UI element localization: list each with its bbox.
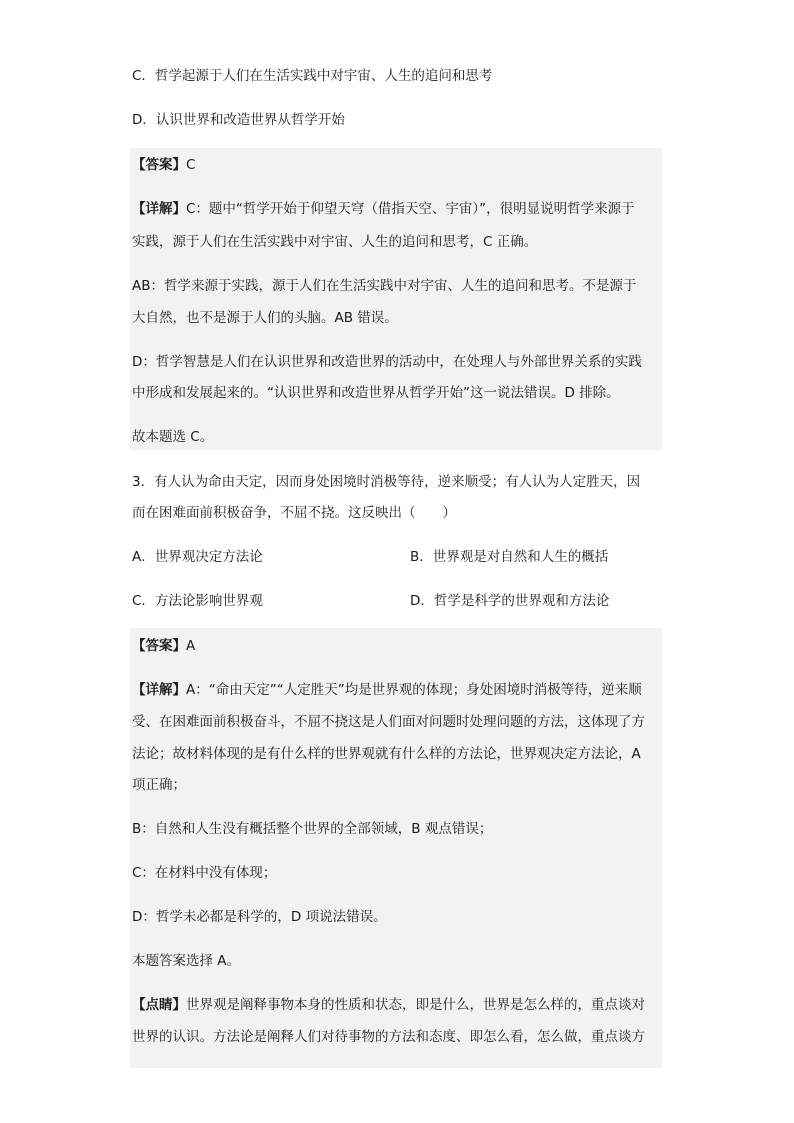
tip-label: 【点睛】 — [132, 997, 186, 1013]
q3-detail-line: C：在材料中没有体现； — [132, 865, 277, 881]
q2-explanation-block — [130, 148, 662, 450]
q2-option-d: D．认识世界和改造世界从哲学开始 — [132, 112, 345, 128]
q2-detail-line: 实践，源于人们在生活实践中对宇宙、人生的追问和思考，C 正确。 — [132, 234, 538, 250]
q3-tip-line: 【点睛】世界观是阐释事物本身的性质和状态，即是什么，世界是怎么样的，重点谈对 — [132, 997, 645, 1013]
q2-detail-line: AB：哲学来源于实践，源于人们在生活实践中对宇宙、人生的追问和思考。不是源于 — [132, 278, 637, 294]
q3-detail-line: D：哲学未必都是科学的，D 项说法错误。 — [132, 909, 387, 925]
q2-detail-line: 故本题选 C。 — [132, 429, 214, 445]
answer-label: 【答案】 — [132, 638, 186, 654]
q3-option-b: B．世界观是对自然和人生的概括 — [410, 549, 609, 565]
q3-option-a: A．世界观决定方法论 — [132, 549, 263, 565]
detail-label: 【详解】 — [132, 682, 186, 698]
q2-detail-line: 【详解】C：题中“哲学开始于仰望天穹（借指天空、宇宙）”，很明显说明哲学来源于 — [132, 201, 635, 217]
q3-stem-line: 3．有人认为命由天定，因而身处困境时消极等待，逆来顺受；有人认为人定胜天，因 — [132, 474, 641, 490]
q3-detail-line: B：自然和人生没有概括整个世界的全部领域，B 观点错误； — [132, 821, 493, 837]
answer-value: A — [186, 638, 196, 654]
answer-value: C — [186, 157, 196, 173]
q3-detail-line: 受、在困难面前积极奋斗，不屈不挠这是人们面对问题时处理问题的方法，这体现了方 — [132, 714, 645, 730]
q3-detail-line: 【详解】A：“命由天定”“人定胜天”均是世界观的体现；身处困境时消极等待，逆来顺 — [132, 682, 642, 698]
q3-option-d: D．哲学是科学的世界观和方法论 — [410, 593, 610, 609]
q3-detail-line: 项正确； — [132, 777, 186, 793]
q2-detail-line: 大自然，也不是源于人们的头脑。AB 错误。 — [132, 310, 398, 326]
answer-label: 【答案】 — [132, 157, 186, 173]
q3-detail-line: 本题答案选择 A。 — [132, 953, 241, 969]
q2-detail-line: 中形成和发展起来的。“认识世界和改造世界从哲学开始”这一说法错误。D 排除。 — [132, 385, 620, 401]
q3-tip-line: 世界的认识。方法论是阐释人们对待事物的方法和态度、即怎么看，怎么做，重点谈方 — [132, 1029, 645, 1045]
detail-label: 【详解】 — [132, 201, 186, 217]
q2-detail-line: D：哲学智慧是人们在认识世界和改造世界的活动中，在处理人与外部世界关系的实践 — [132, 354, 642, 370]
q3-stem-line: 而在困难面前积极奋争，不屈不挠。这反映出（ ） — [132, 505, 456, 521]
q3-answer — [132, 636, 662, 656]
q2-option-c: C．哲学起源于人们在生活实践中对宇宙、人生的追问和思考 — [132, 68, 493, 84]
q2-answer — [132, 155, 662, 175]
q3-detail-line: 法论；故材料体现的是有什么样的世界观就有什么样的方法论，世界观决定方法论，A — [132, 746, 641, 762]
q3-option-c: C．方法论影响世界观 — [132, 593, 263, 609]
